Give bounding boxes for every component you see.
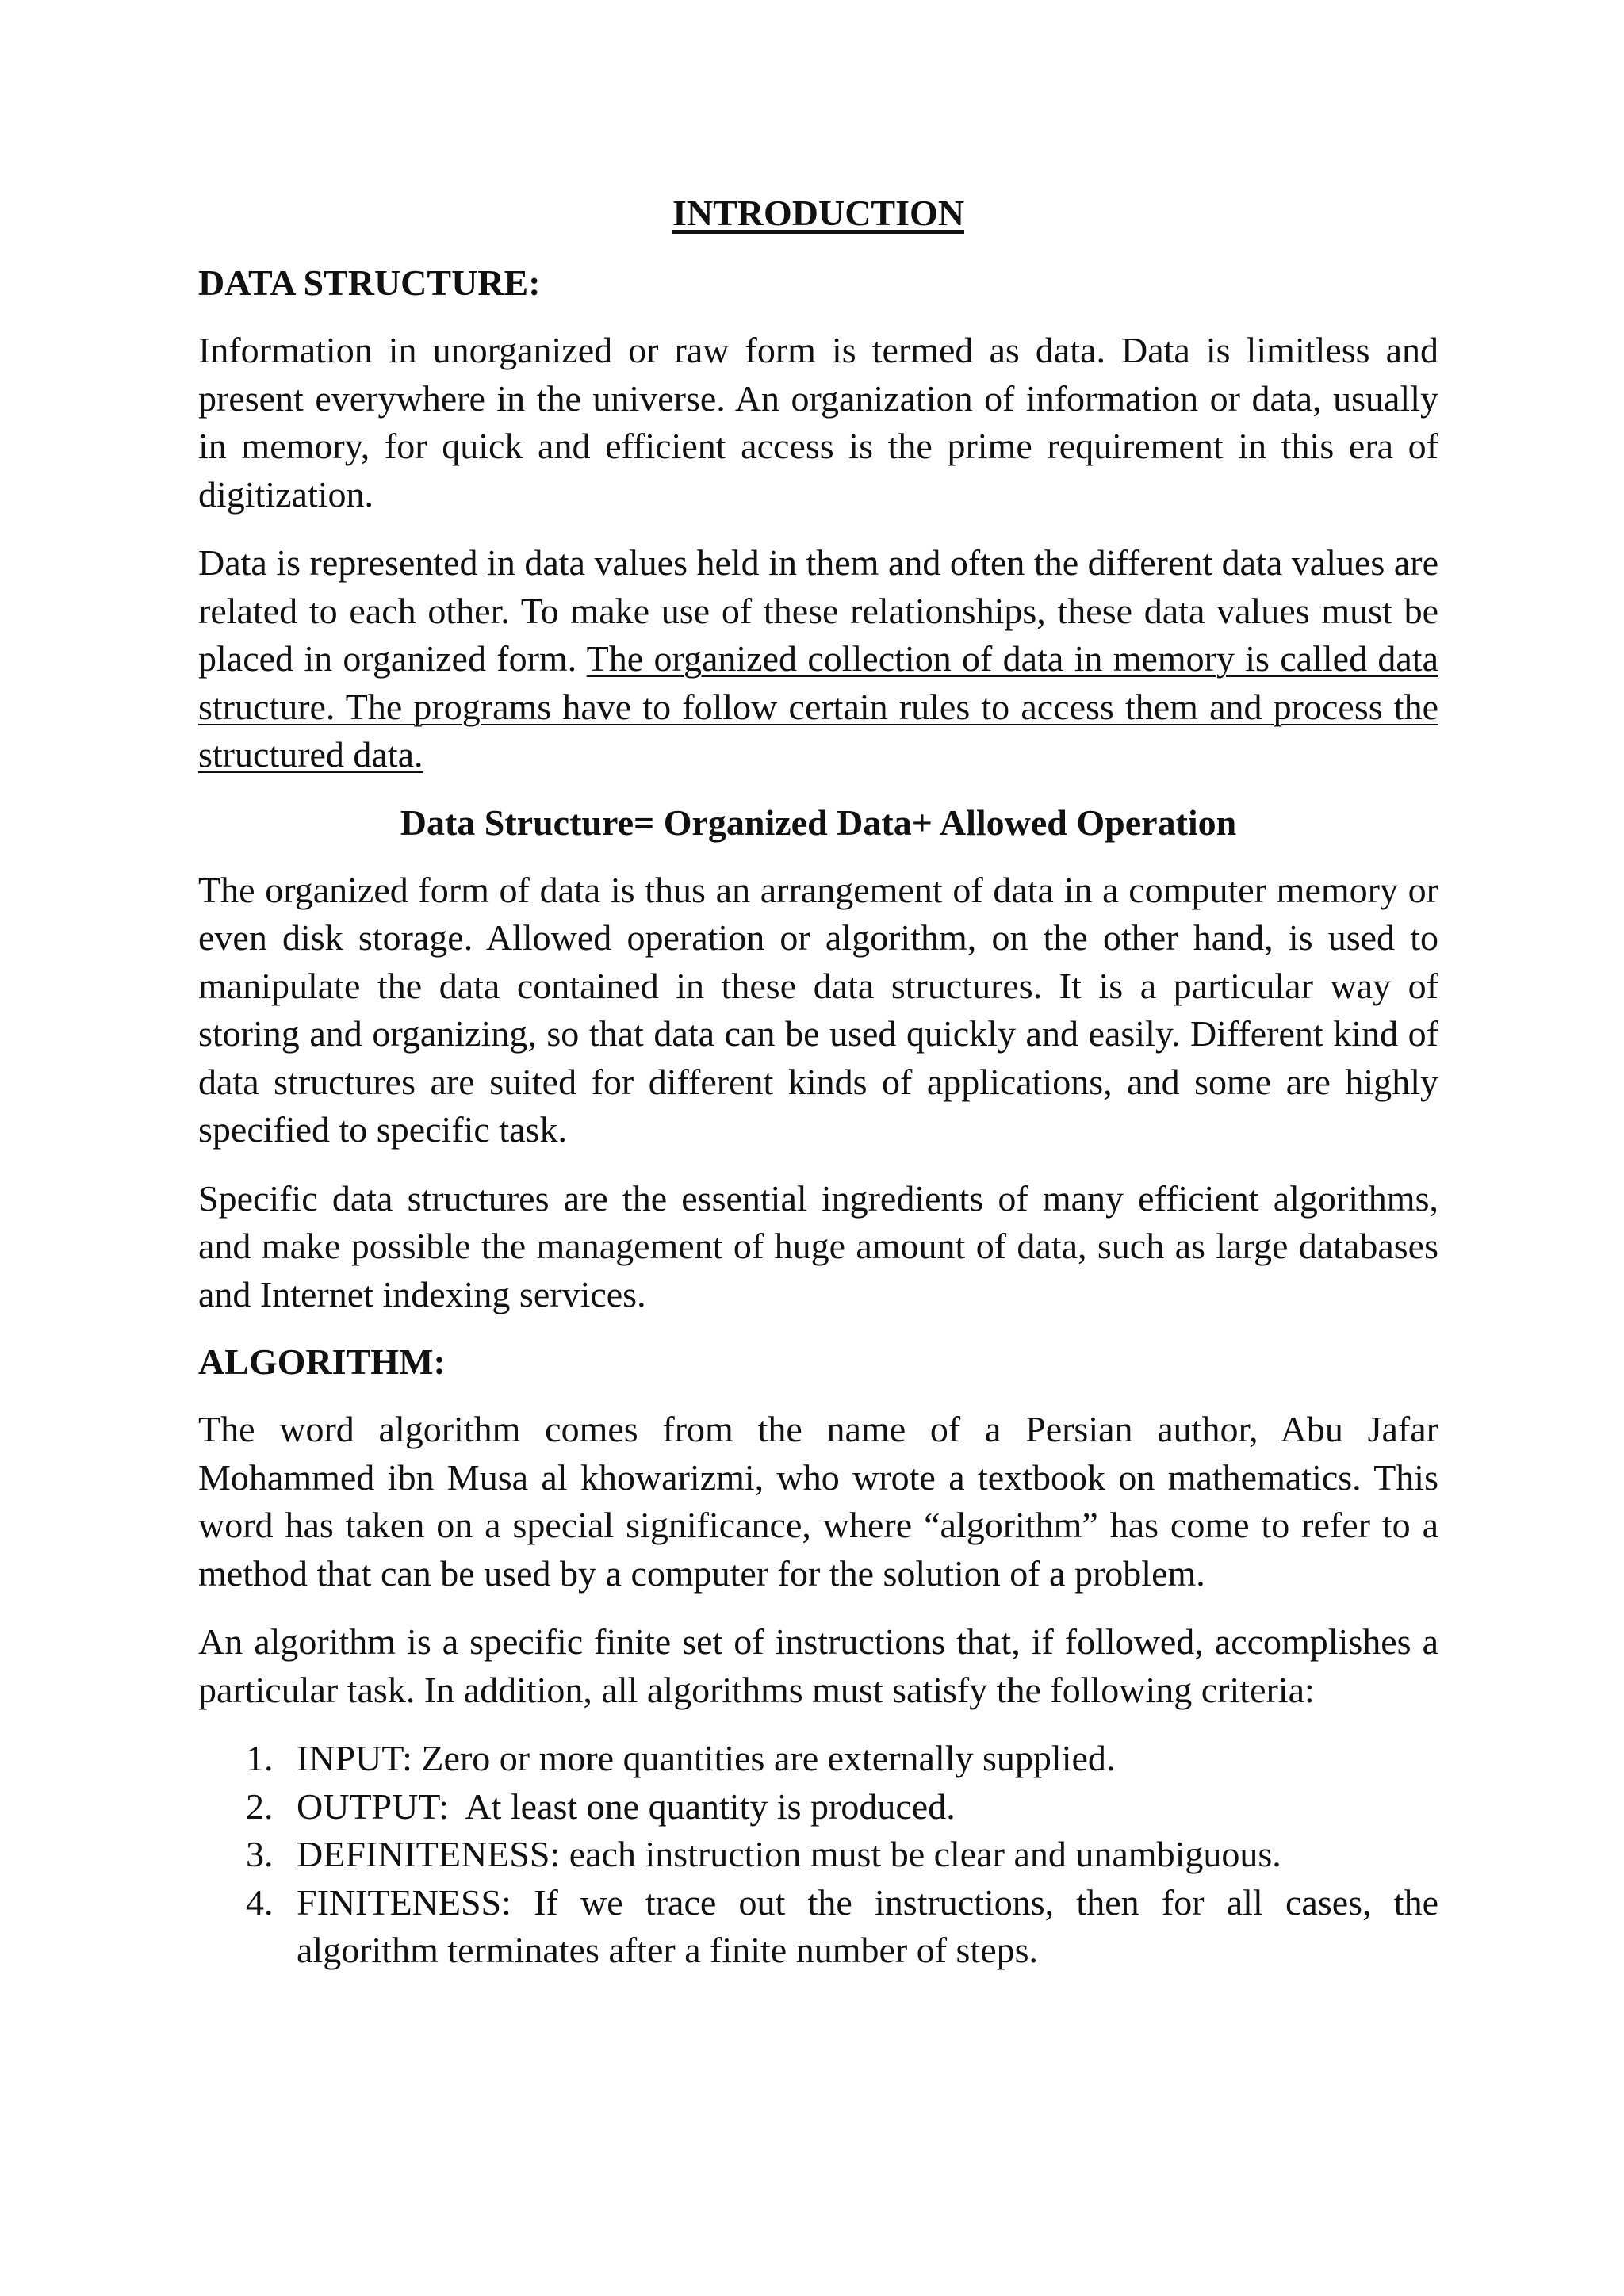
paragraph-data-values (198, 539, 1438, 779)
list-item-number: 3. (246, 1834, 274, 1874)
paragraph-algorithm-definition: An algorithm is a specific finite set of instructions that, if followed, accomplishes a particular task. In addition, all algorithms must satisfy the following criteria: (198, 1621, 1438, 1710)
list-item-number: 4. (246, 1881, 274, 1923)
criteria-list (198, 1735, 1438, 1975)
data-structure-formula: Data Structure= Organized Data+ Allowed Operation (400, 802, 1237, 843)
list-item (246, 1783, 1438, 1831)
paragraph-data-values-plain: Data is represented in data values held in them and often the different data values are related to each other. To make use of these relationships, these data values must be placed in organized form. (198, 542, 1438, 679)
list-item (246, 1735, 1438, 1783)
paragraph-specific-structures: Specific data structures are the essential ingredients of many efficient algorithms, and make possible the management of huge amount of data, such as large databases and Internet indexing services. (198, 1177, 1438, 1314)
list-item (246, 1831, 1438, 1879)
section-heading-data-structure: DATA STRUCTURE: (198, 262, 541, 303)
paragraph-data-intro: Information in unorganized or raw form is termed as data. Data is limitless and present everywhere in the universe. An organization of information or data, usually in memory, for quick and efficient access is the prime requirement in this era of digitization. (198, 330, 1438, 515)
list-item-text: OUTPUT: At least one quantity is produced. (297, 1785, 956, 1827)
page-content (198, 190, 1438, 1975)
paragraph-data-values-underlined: The organized collection of data in memory is called data structure. The programs have to follow certain rules to access them and process the structured data. (198, 638, 1438, 775)
list-item-text: FINITENESS: If we trace out the instructions, then for all cases, the algorithm terminates after a finite number of steps. (297, 1881, 1438, 1970)
list-item-text: DEFINITENESS: each instruction must be clear and unambiguous. (297, 1834, 1281, 1874)
section-heading-algorithm: ALGORITHM: (198, 1341, 446, 1382)
list-item-text: INPUT: Zero or more quantities are externally supplied. (297, 1738, 1116, 1778)
list-item (246, 1879, 1438, 1975)
list-item-number: 1. (246, 1738, 274, 1778)
paragraph-algorithm-origin: The word algorithm comes from the name of a Persian author, Abu Jafar Mohammed ibn Musa al khowarizmi, who wrote a textbook on mathematics. This word has taken on a special significance, where “algorithm” has come to refer to a method that can be used by a computer for the solution of a problem. (198, 1409, 1438, 1594)
paragraph-organized-form: The organized form of data is thus an arrangement of data in a computer memory or even disk storage. Allowed operation or algorithm, on the other hand, is used to manipulate the data contained in these data structures. It is a particular way of storing and organizing, so that data can be used quickly and easily. Different kind of data structures are suited for different kinds of applications, and some are highly specified to specific task. (198, 869, 1438, 1150)
list-item-number: 2. (246, 1785, 274, 1827)
page-title: INTRODUCTION (672, 193, 965, 233)
